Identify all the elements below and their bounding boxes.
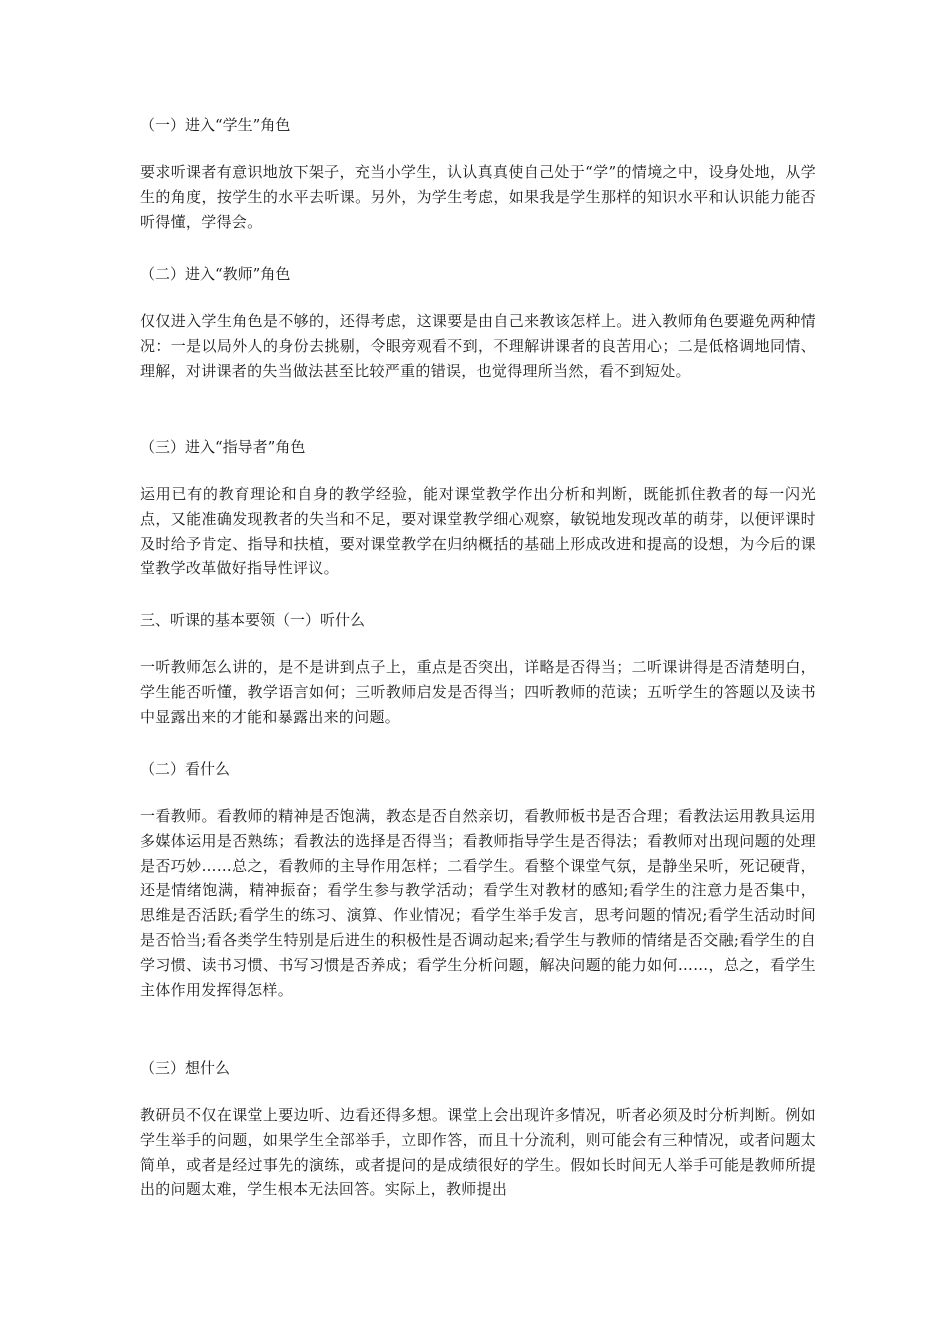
paragraph-observe: 一看教师。看教师的精神是否饱满，教态是否自然亲切，看教师板书是否合理；看教法运用教具运用多媒体运用是否熟练；看教法的选择是否得当；看教师指导学生是否得法；看教师对出现问题的处理是否巧妙……总之，看教师的主导作用怎样；二看学生。看整个课堂气氛，是静坐呆听，死记硬背，还是情绪饱满，精神振奋；看学生参与教学活动；看学生对教材的感知;看学生的注意力是否集中，思维是否活跃;看学生的练习、演算、作业情况；看学生举手发言，思考问题的情况;看学生活动时间是否恰当;看各类学生特别是后进生的积极性是否调动起来;看学生与教师的情绪是否交融;看学生的自学习惯、读书习惯、书写习惯是否养成；看学生分析问题，解决问题的能力如何……，总之，看学生主体作用发挥得怎样。: [140, 807, 816, 999]
section-heading-think: （三）想什么: [140, 1059, 231, 1077]
section-heading-student-role: （一）进入“学生”角色: [140, 116, 291, 134]
paragraph-think: 教研员不仅在课堂上要边听、边看还得多想。课堂上会出现许多情况，听者必须及时分析判断。例如学生举手的问题，如果学生全部举手，立即作答，而且十分流利，则可能会有三种情况，或者问题太简单，或者是经过事先的演练，或者提问的是成绩很好的学生。假如长时间无人举手可能是教师所提出的问题太难，学生根本无法回答。实际上，教师提出: [140, 1106, 816, 1199]
section-heading-listen: 三、听课的基本要领（一）听什么: [140, 611, 366, 629]
paragraph-student-role: 要求听课者有意识地放下架子，充当小学生，认认真真使自己处于“学”的情境之中，设身处地，从学生的角度，按学生的水平去听课。另外，为学生考虑，如果我是学生那样的知识水平和认识能力能否听得懂，学得会。: [140, 163, 816, 231]
section-heading-teacher-role: （二）进入“教师”角色: [140, 265, 291, 283]
section-heading-observe: （二）看什么: [140, 760, 231, 778]
paragraph-teacher-role: 仅仅进入学生角色是不够的，还得考虑，这课要是由自己来教该怎样上。进入教师角色要避免两种情况：一是以局外人的身份去挑剔，令眼旁观看不到，不理解讲课者的良苦用心；二是低格调地同情、理解，对讲课者的失当做法甚至比较严重的错误，也觉得理所当然，看不到短处。: [140, 312, 816, 380]
paragraph-instructor-role: 运用已有的教育理论和自身的教学经验，能对课堂教学作出分析和判断，既能抓住教者的每一闪光点，又能准确发现教者的失当和不足，要对课堂教学细心观察，敏锐地发现改革的萌芽，以便评课时及时给予肯定、指导和扶植，要对课堂教学在归纳概括的基础上形成改进和提高的设想，为今后的课堂教学改革做好指导性评议。: [140, 485, 816, 578]
section-heading-instructor-role: （三）进入“指导者”角色: [140, 438, 306, 456]
paragraph-listen: 一听教师怎么讲的，是不是讲到点子上，重点是否突出，详略是否得当；二听课讲得是否清楚明白，学生能否听懂，教学语言如何；三听教师启发是否得当；四听教师的范读；五听学生的答题以及读书中显露出来的才能和暴露出来的问题。: [140, 658, 816, 726]
